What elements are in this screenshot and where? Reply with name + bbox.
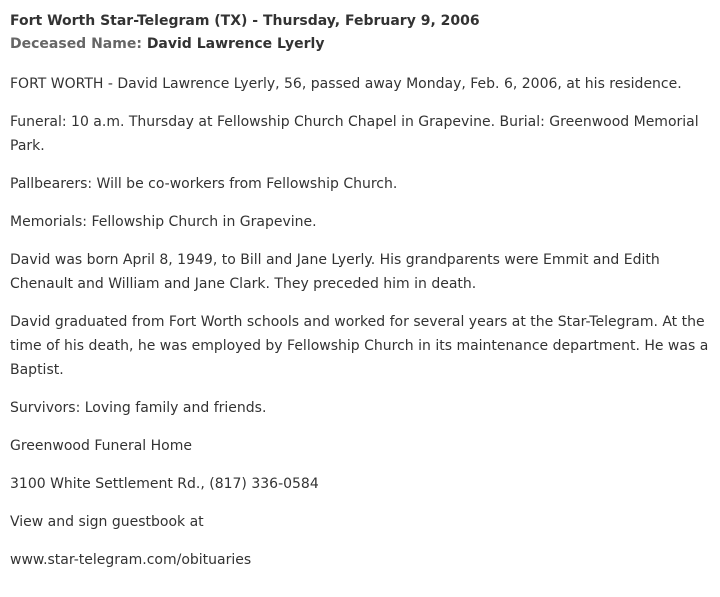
paragraph-survivors: Survivors: Loving family and friends. — [10, 400, 267, 416]
publication-name: Fort Worth Star-Telegram (TX) — [10, 13, 248, 29]
header-separator: - — [247, 13, 263, 29]
paragraph-guestbook: View and sign guestbook at — [10, 514, 204, 530]
paragraph-announcement: FORT WORTH - David Lawrence Lyerly, 56, passed away Monday, Feb. 6, 2006, at his residence. — [10, 76, 682, 92]
paragraph-funeral: Funeral: 10 a.m. Thursday at Fellowship Church Chapel in Grapevine. Burial: Greenwood Memorial Park. — [10, 114, 699, 154]
deceased-name: David Lawrence Lyerly — [146, 36, 325, 52]
deceased-header — [10, 35, 714, 54]
paragraph-birth: David was born April 8, 1949, to Bill and Jane Lyerly. His grandparents were Emmit and Edith Chenault and William and Jane Clark. They preceded him in death. — [10, 252, 660, 292]
paragraph-career: David graduated from Fort Worth schools and worked for several years at the Star-Telegram. At the time of his death, he was employed by Fellowship Church in its maintenance department. He was a Baptist. — [10, 314, 709, 378]
paragraph-guestbook-url: www.star-telegram.com/obituaries — [10, 552, 252, 568]
paragraph-memorials: Memorials: Fellowship Church in Grapevine. — [10, 214, 317, 230]
obituary-page — [10, 12, 714, 586]
publication-header — [10, 12, 714, 31]
deceased-label: Deceased Name: — [10, 36, 142, 52]
obituary-body — [10, 72, 714, 572]
paragraph-pallbearers: Pallbearers: Will be co-workers from Fellowship Church. — [10, 176, 398, 192]
paragraph-funeral-home: Greenwood Funeral Home — [10, 438, 192, 454]
publication-date: Thursday, February 9, 2006 — [262, 13, 480, 29]
paragraph-address: 3100 White Settlement Rd., (817) 336-0584 — [10, 476, 319, 492]
